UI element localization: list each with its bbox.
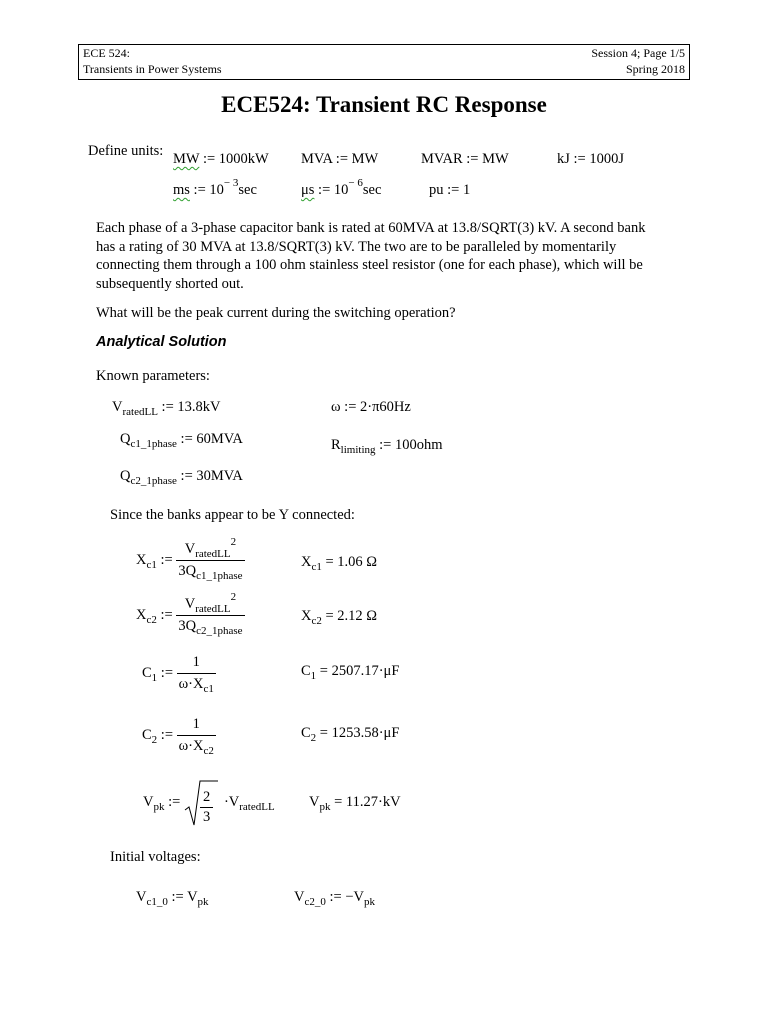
unit-mva: MVA := MW	[301, 151, 379, 167]
initial-label: Initial voltages:	[110, 849, 201, 865]
course-code: ECE 524:	[83, 46, 130, 60]
xc2-fraction: $\frac{V_{ratedLL}^2}{3Q_{c2\_1phase}}$	[178, 591, 243, 638]
problem-question: What will be the peak current during the switching operation?	[96, 305, 456, 321]
unit-us: μs := $10^{- 6}\sec$	[301, 177, 382, 198]
y-connected-note: Since the banks appear to be Y connected:	[110, 507, 355, 523]
eq-xc2-result: $X_{c2} = 2.12$ Ω	[301, 608, 378, 627]
problem-text: Each phase of a 3-phase capacitor bank is rated at 60MVA at 13.8/SQRT(3) kV. A second bank has a rating of 30 MVA at 13.8/SQRT(3) kV. The two are to be paralleled by momentarily connecting them through a 100 ohm stainless steel resistor (one for each phase), which will be subsequently shorted out.	[96, 220, 646, 292]
course-title: Transients in Power Systems	[83, 62, 222, 76]
eq-vpk-def: $V_{pk}$ := $\frac{2}{3}$ $\cdot V_{ratedLL}$	[143, 777, 275, 827]
c1-fraction: $\frac{1}{\omega\cdot X_{c1}}$	[178, 654, 214, 696]
c2-fraction: $\frac{1}{\omega\cdot X_{c2}}$	[178, 716, 214, 758]
param-omega: ω := 2·π60Hz	[331, 399, 411, 415]
unit-mw: MW := 1000kW	[173, 151, 269, 167]
eq-xc1-result: $X_{c1} = 1.06$ Ω	[301, 554, 378, 573]
eq-c2-result: $C_2 = 1253.58\cdot\mu F$	[301, 725, 400, 744]
unit-ms: ms := $10^{- 3}\sec$	[173, 177, 257, 198]
page-header	[78, 44, 690, 80]
eq-c1-result: $C_1 = 2507.17\cdot\mu F$	[301, 663, 400, 682]
param-qc1: $Q_{c1\_1phase}$ := 60MVA	[120, 431, 243, 450]
known-label: Known parameters:	[96, 368, 210, 384]
param-vratedll: $V_{ratedLL}$ := 13.8kV	[112, 399, 221, 418]
session-page: Session 4; Page 1/5	[591, 46, 685, 60]
unit-pu: pu := 1	[429, 182, 471, 198]
units-label: Define units:	[88, 143, 164, 159]
xc1-fraction: $\frac{V_{ratedLL}^2}{3Q_{c1\_1phase}}$	[178, 536, 243, 583]
param-rlimiting: $R_{limiting}$ := 100ohm	[331, 437, 443, 456]
section-heading: Analytical Solution	[96, 334, 227, 350]
eq-xc2-def: $X_{c2}$ := $\frac{V_{ratedLL}^2}{3Q_{c2\_1phase}}$	[136, 591, 243, 638]
eq-vc1-0: $V_{c1\_0}$ := $V_{pk}$	[136, 889, 209, 908]
eq-vc2-0: $V_{c2\_0}$ := $-V_{pk}$	[294, 889, 375, 908]
problem-paragraph	[96, 219, 666, 293]
unit-mvar: MVAR := MW	[421, 151, 509, 167]
eq-xc1-def: $X_{c1}$ := $\frac{V_{ratedLL}^2}{3Q_{c1\_1phase}}$	[136, 536, 243, 583]
eq-c1-def: $C_1$ := $\frac{1}{\omega\cdot X_{c1}}$	[142, 654, 214, 696]
eq-vpk-result: $V_{pk} = 11.27\cdot kV$	[309, 794, 401, 813]
eq-c2-def: $C_2$ := $\frac{1}{\omega\cdot X_{c2}}$	[142, 716, 214, 758]
term: Spring 2018	[625, 62, 685, 76]
page-title: ECE524: Transient RC Response	[221, 92, 547, 117]
unit-kj: kJ := 1000J	[557, 151, 624, 167]
sqrt-fraction: $\frac{2}{3}$	[184, 780, 218, 826]
param-qc2: $Q_{c2\_1phase}$ := 30MVA	[120, 468, 243, 487]
